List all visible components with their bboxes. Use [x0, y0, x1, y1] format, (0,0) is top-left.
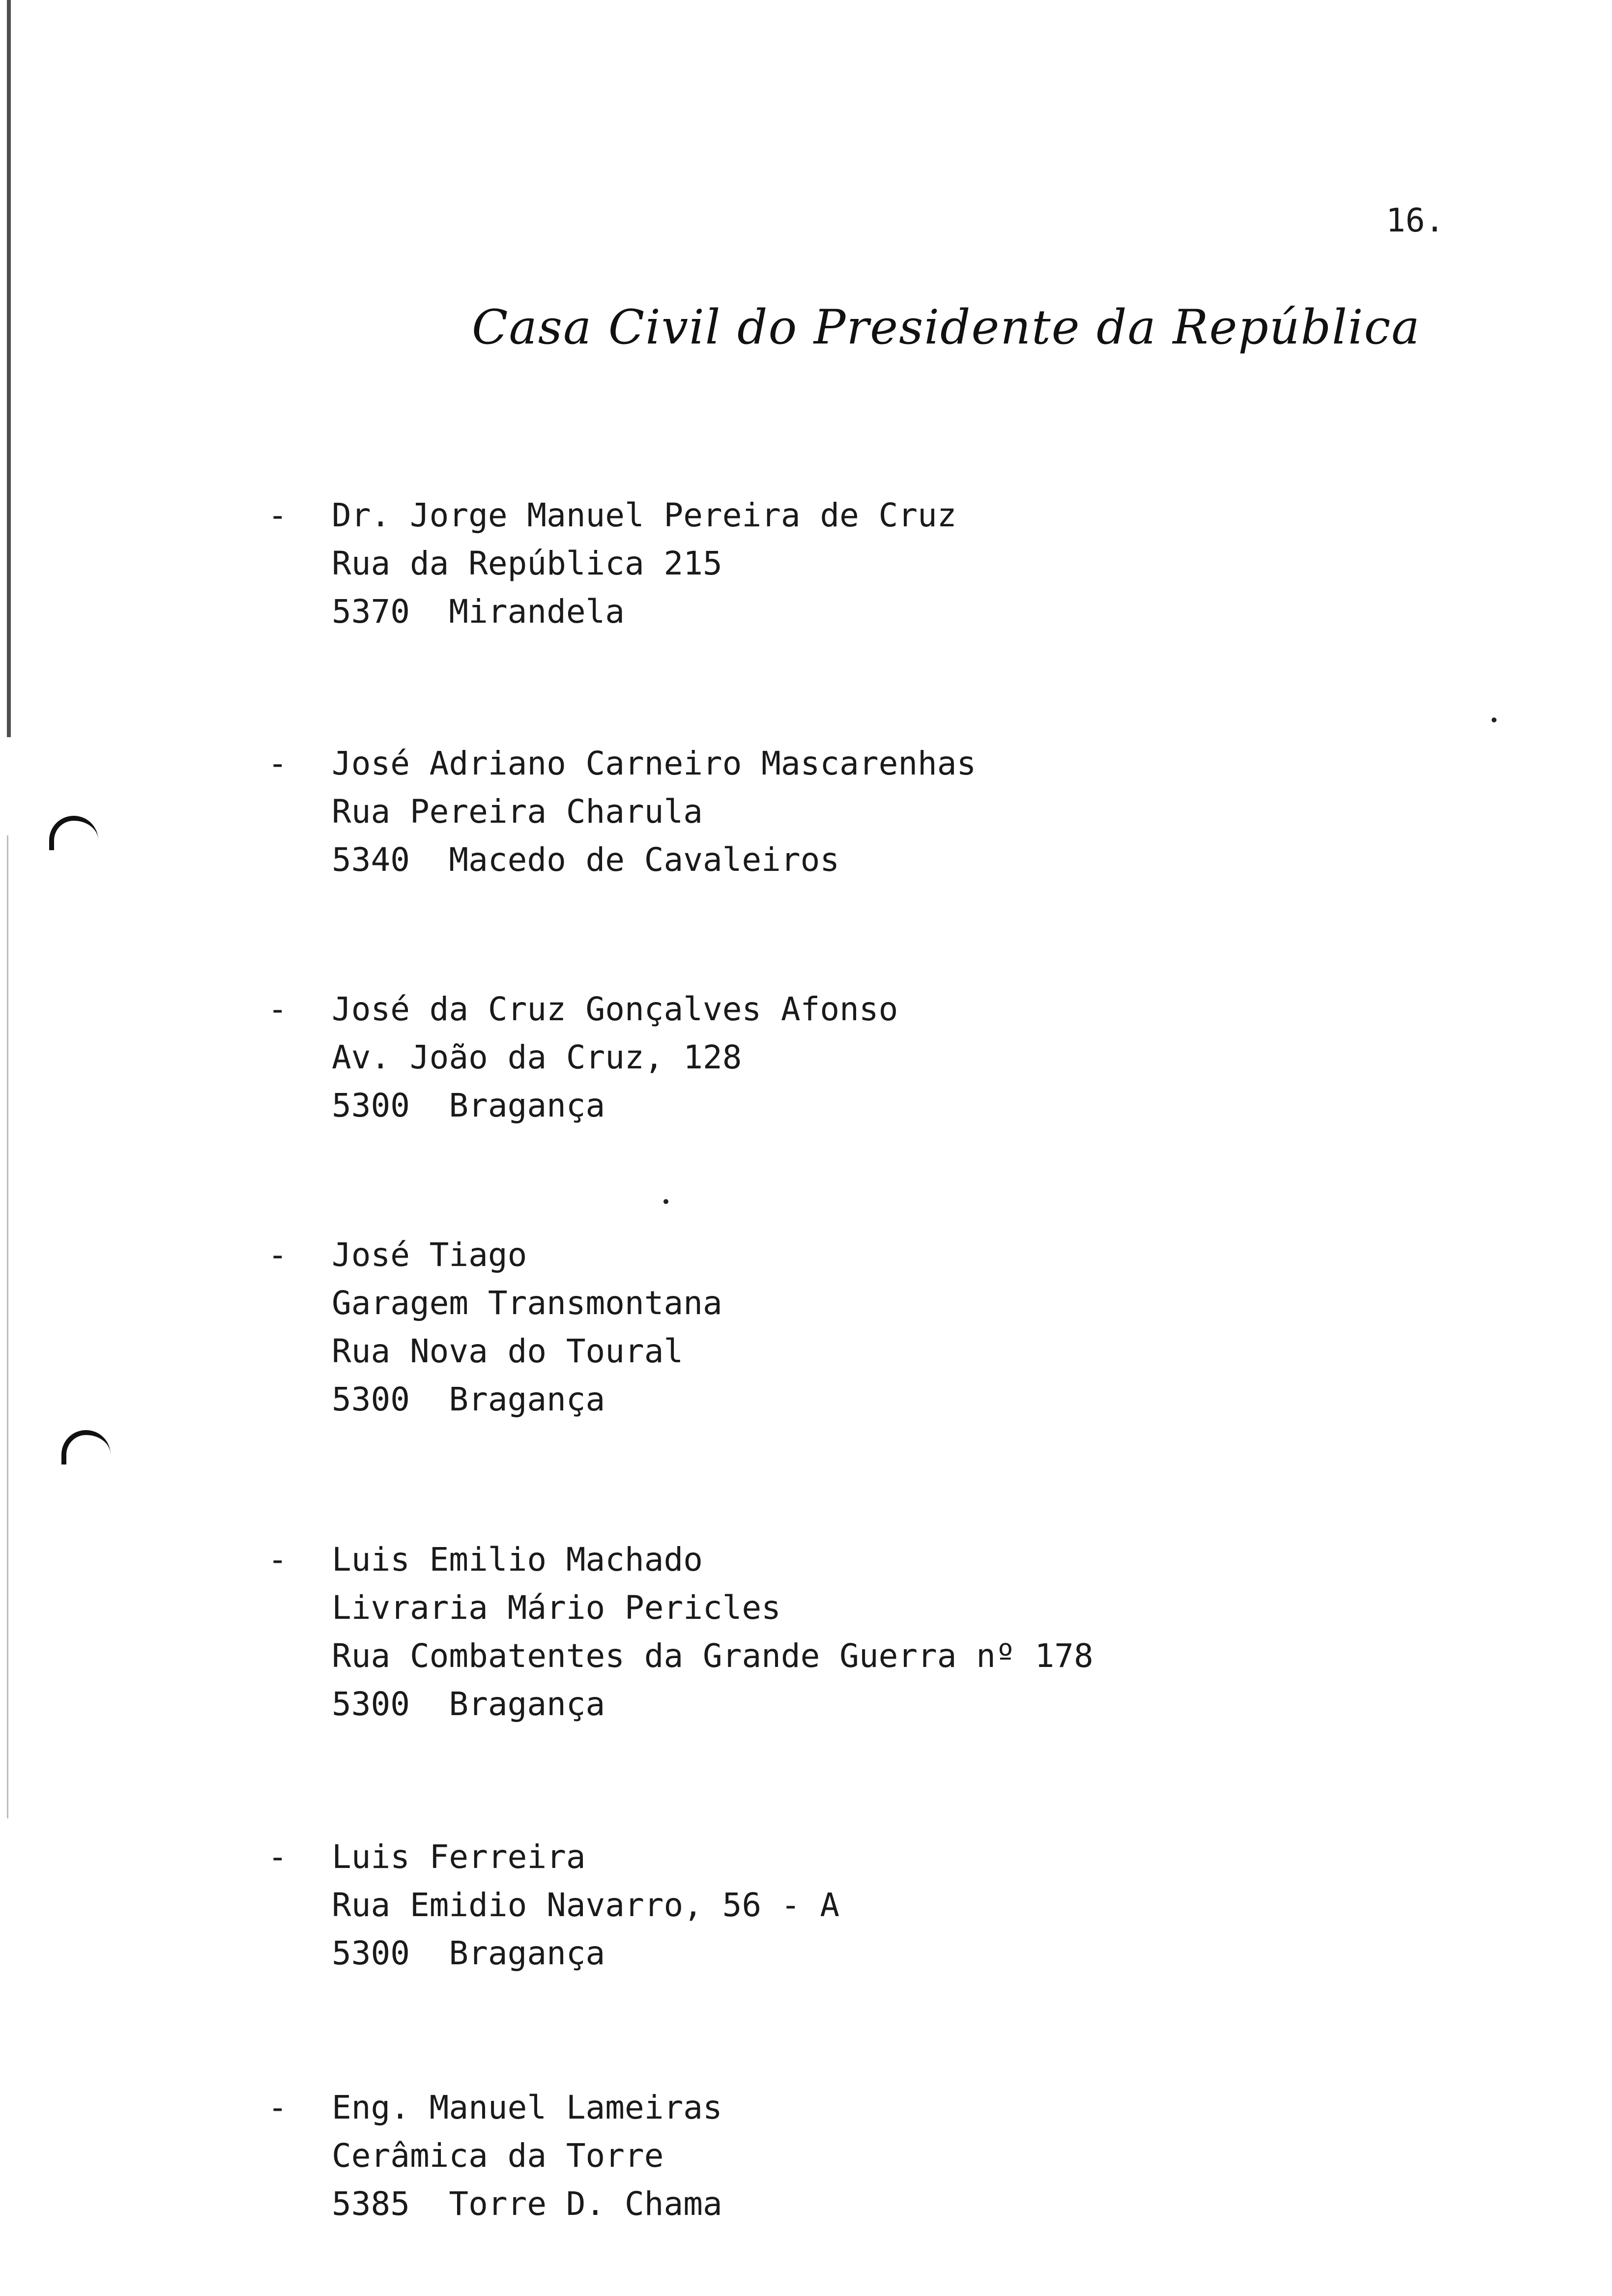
entry-dash: -	[268, 990, 288, 1028]
speck	[663, 1199, 668, 1204]
entry-line: 5300 Bragança	[332, 1934, 605, 1972]
entry-line: Rua Nova do Toural	[332, 1332, 684, 1370]
entry-line: Av. João da Cruz, 128	[332, 1038, 742, 1076]
address-entry	[268, 1536, 1094, 1728]
entry-name: Eng. Manuel Lameiras	[332, 2089, 722, 2126]
speck	[1492, 718, 1497, 722]
entry-dash: -	[268, 2089, 288, 2126]
address-entry	[268, 740, 976, 884]
entry-line: Livraria Mário Pericles	[332, 1589, 781, 1627]
entry-dash: -	[268, 1838, 288, 1876]
page-number: 16.	[1386, 201, 1445, 239]
entry-dash: -	[268, 1236, 288, 1274]
entry-line: Rua Emidio Navarro, 56 - A	[332, 1886, 840, 1924]
entry-line: 5300 Bragança	[332, 1087, 605, 1124]
entry-line: 5300 Bragança	[332, 1380, 605, 1418]
entry-dash: -	[268, 1541, 288, 1578]
entry-line: Cerâmica da Torre	[332, 2137, 664, 2175]
entry-line: 5385 Torre D. Chama	[332, 2185, 722, 2223]
letterhead-title: Casa Civil do Presidente da República	[472, 300, 1421, 355]
entry-line: Rua da República 215	[332, 545, 722, 582]
address-entry	[268, 1231, 722, 1424]
entry-name: José da Cruz Gonçalves Afonso	[332, 990, 898, 1028]
entry-line: 5300 Bragança	[332, 1685, 605, 1723]
address-entry	[268, 2084, 722, 2228]
entry-dash: -	[268, 496, 288, 534]
punch-hole-mark-upper	[49, 816, 98, 850]
entry-name: Luis Emilio Machado	[332, 1541, 703, 1578]
address-entry	[268, 1833, 839, 1978]
entry-name: Luis Ferreira	[332, 1838, 586, 1876]
address-entry	[268, 985, 898, 1130]
entry-line: Garagem Transmontana	[332, 1284, 722, 1322]
entry-name: José Adriano Carneiro Mascarenhas	[332, 745, 977, 782]
entry-name: Dr. Jorge Manuel Pereira de Cruz	[332, 496, 957, 534]
margin-edge-line-lower	[7, 835, 8, 1818]
margin-edge-line	[7, 0, 11, 737]
address-entry	[268, 491, 957, 636]
entry-line: 5340 Macedo de Cavaleiros	[332, 841, 840, 879]
entry-line: Rua Pereira Charula	[332, 793, 703, 831]
entry-line: Rua Combatentes da Grande Guerra nº 178	[332, 1637, 1094, 1675]
entry-name: José Tiago	[332, 1236, 527, 1274]
entry-line: 5370 Mirandela	[332, 593, 625, 631]
punch-hole-mark-lower	[61, 1430, 111, 1464]
entry-dash: -	[268, 745, 288, 782]
